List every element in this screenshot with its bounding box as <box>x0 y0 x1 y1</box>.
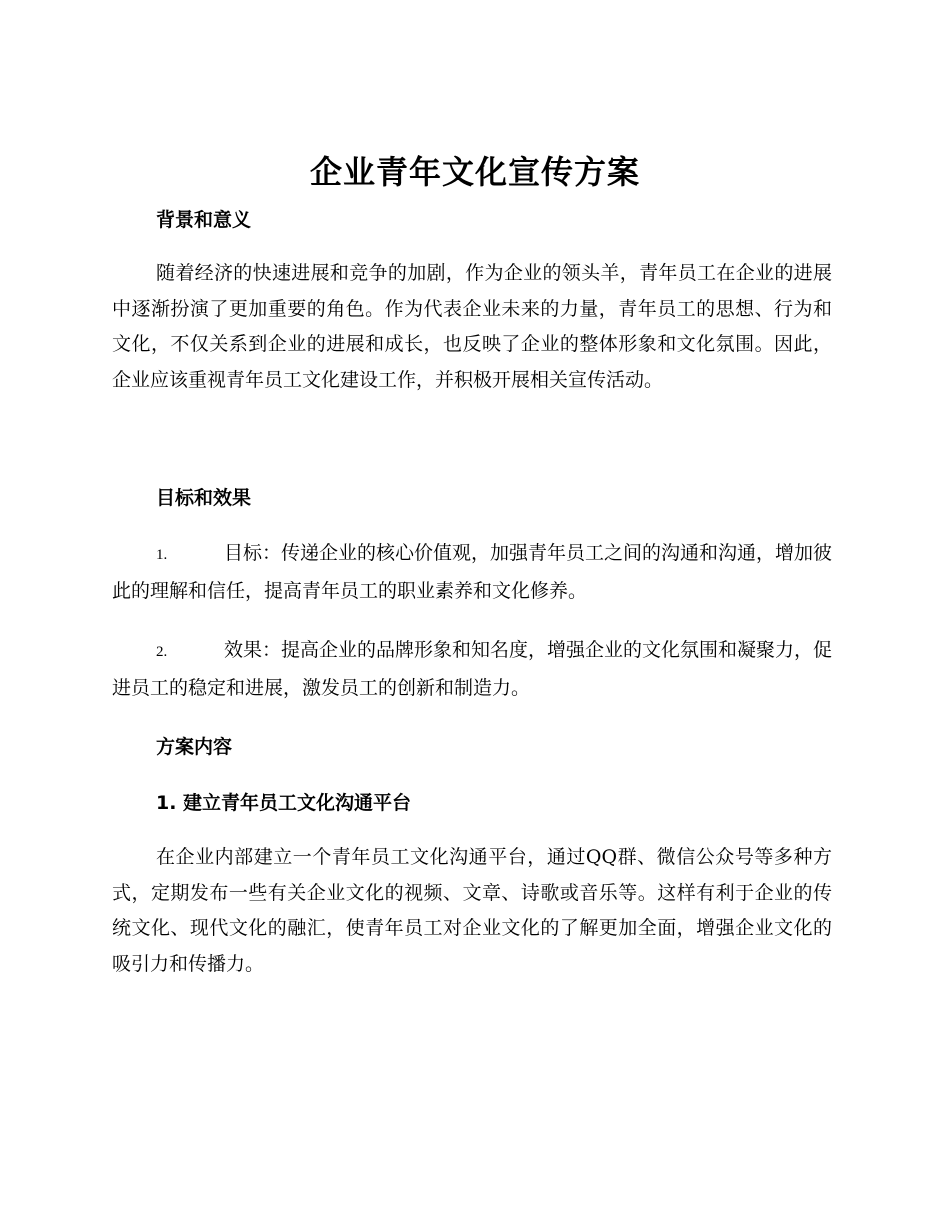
section-heading-background: 背景和意义 <box>156 209 252 231</box>
platform-paragraph: 在企业内部建立一个青年员工文化沟通平台，通过QQ群、微信公众号等多种方式，定期发布一些有关企业文化的视频、文章、诗歌或音乐等。这样有利于企业的传统文化、现代文化的融汇，使青年员工对企业文化的了解更加全面，增强企业文化的吸引力和传播力。 <box>112 846 832 975</box>
subsection-heading-platform: 1. 建立青年员工文化沟通平台 <box>156 792 412 814</box>
document-title: 企业青年文化宣传方案 <box>309 153 640 191</box>
list-number: 1. <box>156 547 168 563</box>
section-heading-goals: 目标和效果 <box>156 487 252 509</box>
goal-list-item-1 <box>112 536 832 609</box>
list-number: 2. <box>156 644 168 660</box>
list-item-text: 目标：传递企业的核心价值观，加强青年员工之间的沟通和沟通，增加彼此的理解和信任，提高青年员工的职业素养和文化修养。 <box>112 542 833 602</box>
goal-list-item-2 <box>112 633 832 706</box>
list-item-text: 效果：提高企业的品牌形象和知名度，增强企业的文化氛围和凝聚力，促进员工的稳定和进展，激发员工的创新和制造力。 <box>112 639 833 699</box>
section-heading-content: 方案内容 <box>156 736 233 758</box>
background-paragraph: 随着经济的快速进展和竞争的加剧，作为企业的领头羊，青年员工在企业的进展中逐渐扮演了更加重要的角色。作为代表企业未来的力量，青年员工的思想、行为和文化，不仅关系到企业的进展和成长，也反映了企业的整体形象和文化氛围。因此，企业应该重视青年员工文化建设工作，并积极开展相关宣传活动。 <box>112 262 832 391</box>
